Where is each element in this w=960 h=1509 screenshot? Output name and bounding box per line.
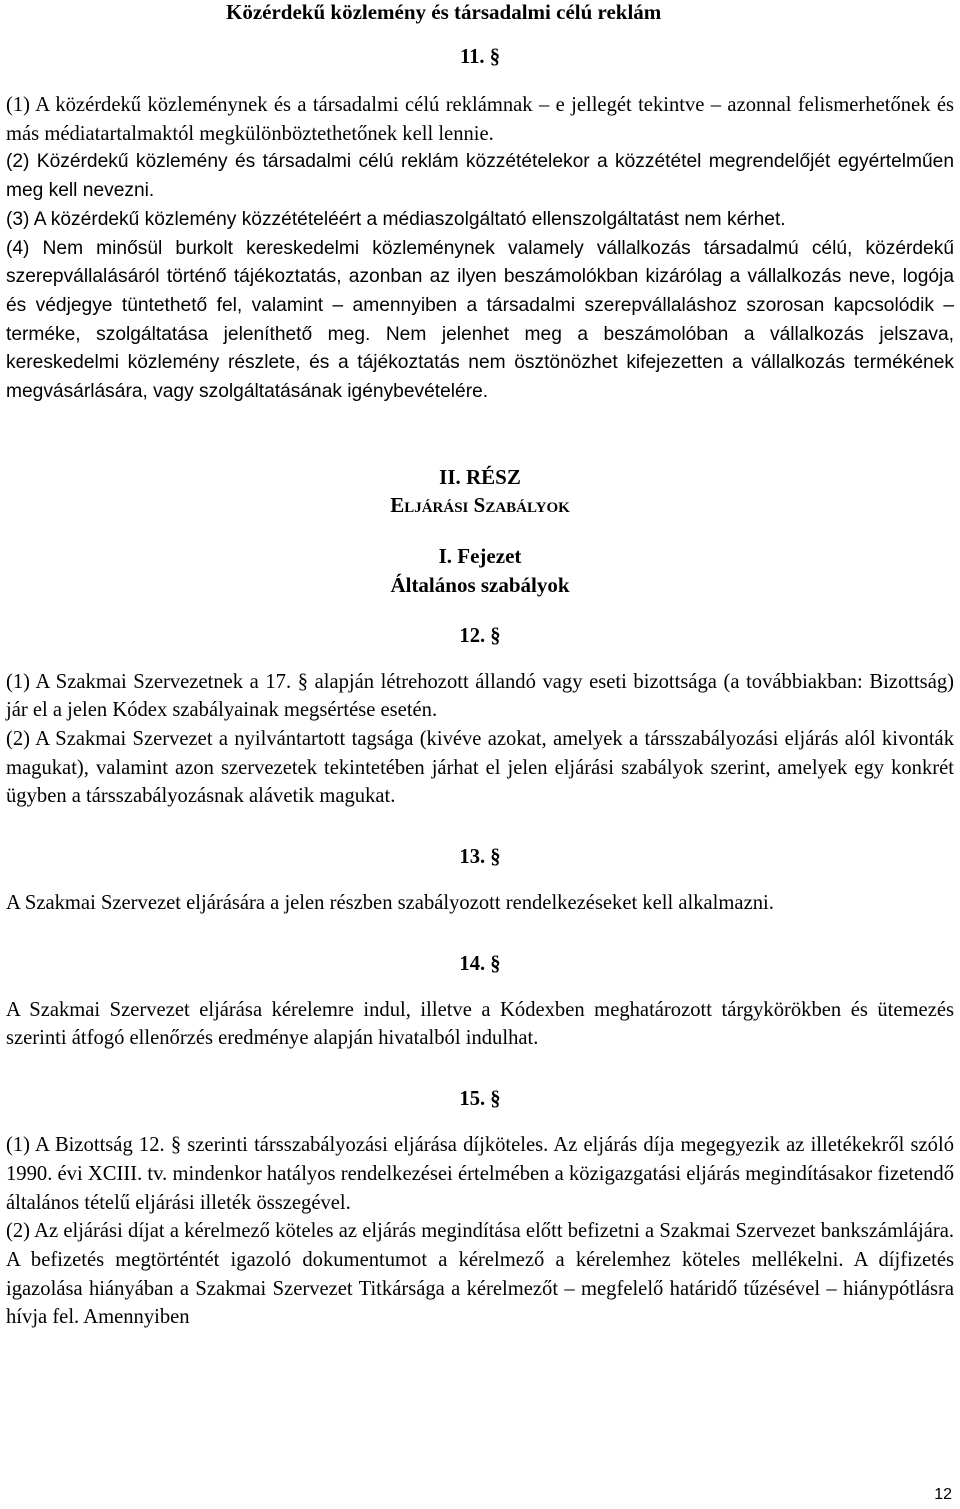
chapter-number: I. Fejezet bbox=[438, 544, 522, 569]
section-number-11: 11. § bbox=[459, 46, 501, 68]
section-number-13: 13. § bbox=[459, 846, 501, 869]
paragraph-15-2: (2) Az eljárási díjat a kérelmező köteles az eljárás megindítása előtt befizetni a Szakmai Szervezet bankszámlájára. A befizetés megtörténtét igazoló dokumentumot a kérelmező a kérelemhez köteles mellékelni. A díjfizetés igazolása hiányában a Szakmai Szervezet Titkársága a kérelmezőt – megfelelő határidő tűzésével – hiánypótlásra hívja fel. Amennyiben bbox=[6, 1220, 954, 1329]
part-number: II. RÉSZ bbox=[439, 464, 521, 489]
section-12-body bbox=[6, 668, 954, 812]
section-15-body bbox=[6, 1131, 954, 1332]
section-11-body bbox=[6, 91, 954, 407]
paragraph-13-1: A Szakmai Szervezet eljárására a jelen részben szabályozott rendelkezéseket kell alkalmazni. bbox=[6, 892, 774, 915]
section-number-12: 12. § bbox=[459, 624, 501, 647]
document-page bbox=[6, 0, 954, 1332]
paragraph-11-2: (2) Közérdekű közlemény és társadalmi célú reklám közzétételekor a közzététel megrendelőjét egyértelműen meg kell nevezni. bbox=[6, 151, 954, 202]
part-title: Eljárási Szabályok bbox=[390, 493, 570, 518]
paragraph-11-4: (4) Nem minősül burkolt kereskedelmi közleménynek valamely vállalkozás társadalmú célú, közérdekű szerepvállalásáról történő tájékoztatás, azonban az ilyen beszámolókban kizárólag a vállalkozás neve, logója és védjegye tüntethető fel, valamint – amennyiben a társadalmi szerepvállaláshoz szorosan kapcsolódik – terméke, szolgáltatása jeleníthető meg. Nem jelenhet meg a beszámolóban a vállalkozás jelszava, kereskedelmi közlemény részlete, és a tájékoztatás nem ösztönözhet kifejezetten a vállalkozás termékének megvásárlására, vagy szolgáltatásának igénybevételére. bbox=[6, 237, 954, 403]
part-heading bbox=[6, 463, 954, 520]
paragraph-12-1: (1) A Szakmai Szervezetnek a 17. § alapján létrehozott állandó vagy eseti bizottsága (a továbbiakban: Bizottság) jár el a jelen Kódex szabályainak megsértése esetén. bbox=[6, 670, 954, 722]
paragraph-14-1: A Szakmai Szervezet eljárása kérelemre indul, illetve a Kódexben meghatározott tárgykörökben és ütemezés szerinti átfogó ellenőrzés eredménye alapján hivatalból indulhat. bbox=[6, 998, 954, 1050]
chapter-title: Általános szabályok bbox=[390, 572, 570, 597]
page-number: 12 bbox=[934, 1486, 952, 1503]
section-number-14: 14. § bbox=[459, 952, 501, 975]
paragraph-15-1: (1) A Bizottság 12. § szerinti társszabályozási eljárása díjköteles. Az eljárás díja megegyezik az illetékekről szóló 1990. évi XCIII. tv. mindenkor hatályos rendelkezései értelmében a közigazgatási eljárás megindításakor fizetendő általános tételű eljárási illeték összegével. bbox=[6, 1134, 954, 1214]
section-13-body bbox=[6, 889, 954, 918]
chapter-heading bbox=[6, 542, 954, 599]
section-14-body bbox=[6, 996, 954, 1053]
paragraph-12-2: (2) A Szakmai Szervezet a nyilvántartott tagsága (kivéve azokat, amelyek a társszabályozási eljárás alól kivonták magukat), valamint azon szervezetek tekintetében járhat el jelen eljárási szabályok szerint, amelyek egy konkrét ügyben a társszabályozásnak alávetik magukat. bbox=[6, 727, 954, 808]
paragraph-11-1: (1) A közérdekű közleménynek és a társadalmi célú reklámnak – e jellegét tekintve – azonnal felismerhetőnek és más médiatartalmaktól megkülönböztethetőnek kell lennie. bbox=[6, 94, 954, 145]
section-heading: Közérdekű közlemény és társadalmi célú reklám bbox=[226, 0, 662, 24]
paragraph-11-3: (3) A közérdekű közlemény közzétételéért a médiaszolgáltató ellenszolgáltatást nem kérhet. bbox=[6, 208, 786, 230]
section-number-15: 15. § bbox=[459, 1088, 501, 1111]
